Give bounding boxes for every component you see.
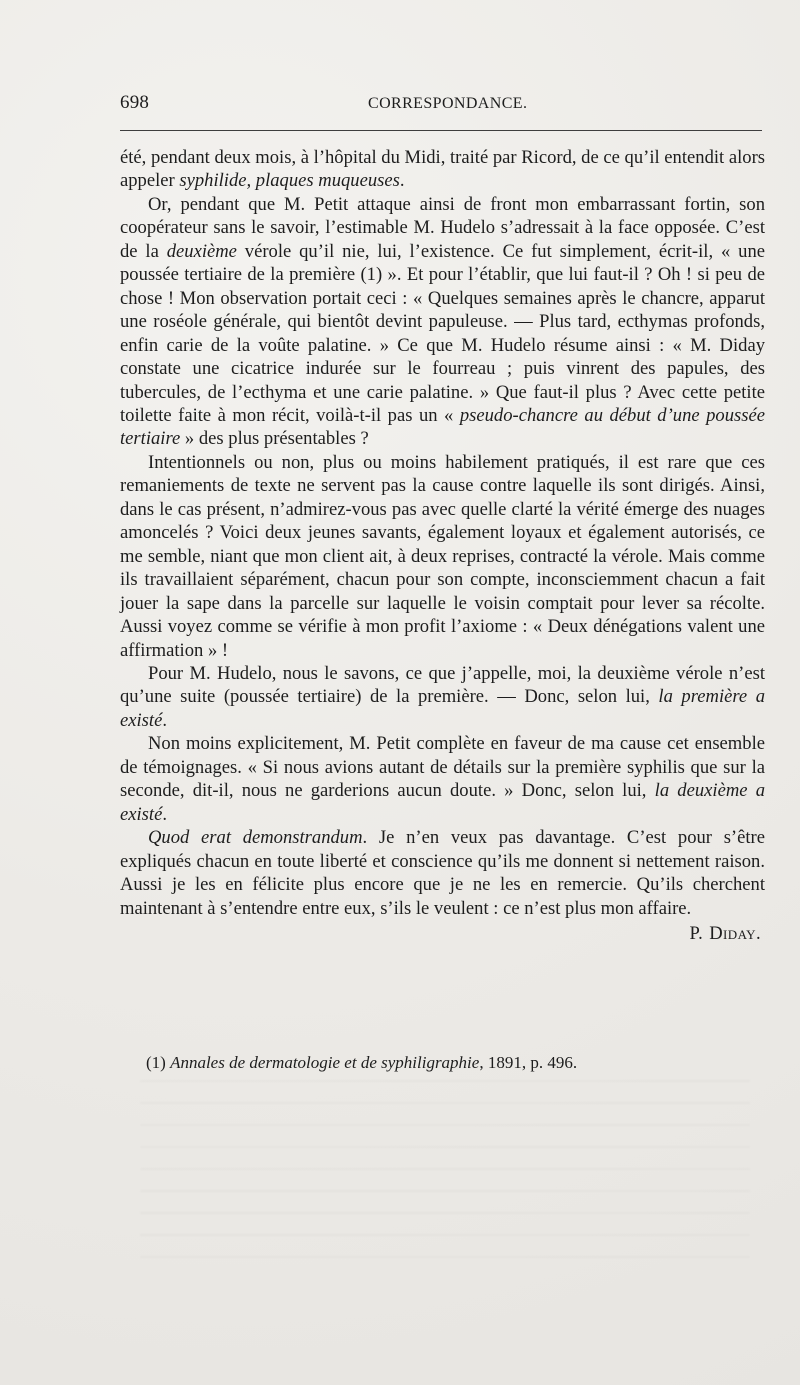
p2-italic-1: deuxième [166,240,237,262]
paragraph-2 [120,193,765,451]
footnote-mark: (1) [146,1053,166,1072]
paragraph-6 [120,826,765,920]
page-header [120,92,762,116]
p2-text-2: vérole qu’il nie, lui, l’existence. Ce fut simplement, écrit-il, « une poussée tertiaire de la première (1) ». Et pour l’établir, que lui faut-il ? Oh ! si peu de chose ! Mon observation portait ceci : « Quelques semaines après le chancre, apparut une roséole générale, qui bientôt devint papuleuse. — Plus tard, ecthymas profonds, enfin carie de la voûte palatine. » Ce que M. Hudelo résume ainsi : « M. Diday constate une cicatrice indurée sur le fourreau ; puis vinrent des papules, des tubercules, de l’ecthyma et une carie palatine. » Que faut-il plus ? Avec cette petite toilette faite à mon récit, voilà-t-il pas un « [120,240,765,426]
paragraph-4 [120,662,765,732]
footnote [146,1052,746,1074]
p5-italic-1: la deuxième a existé [120,780,765,825]
p1-text-2: . [399,170,405,192]
page-number: 698 [120,92,150,113]
signature-name: Diday. [709,922,761,944]
signature-initial: P. [689,922,704,944]
p6-italic-1: Quod erat demonstrandum [148,827,363,849]
footnote-rest: , 1891, p. 496. [479,1053,578,1072]
paragraph-5 [120,732,765,826]
p1-text-1: été, pendant deux mois, à l’hôpital du Midi, traité par Ricord, de ce qu’il entendit alors appeler [120,147,765,192]
p4-text-2: . [162,709,167,731]
p4-italic-1: la première a existé [120,686,765,731]
p5-text-1: Non moins explicitement, M. Petit complète en faveur de ma cause cet ensemble de témoignages. « Si nous avions autant de détails sur la première syphilis que sur la seconde, dit-il, nous ne garderions aucun doute. » Donc, selon lui, [120,733,765,802]
p4-text-1: Pour M. Hudelo, nous le savons, ce que j’appelle, moi, la deuxième vérole n’est qu’une suite (poussée tertiaire) de la première. — Donc, selon lui, [120,662,765,708]
paragraph-1 [120,146,765,193]
p3-text-1: Intentionnels ou non, plus ou moins habilement pratiqués, il est rare que ces remaniements de texte ne servent pas la cause contre laquelle ils sont dirigés. Ainsi, dans le cas présent, n’admirez-vous pas avec quelle clarté la vérité émerge des nuages amoncelés ? Voici deux jeunes savants, également loyaux et également autorisés, ce me semble, niant que mon client ait, à deux reprises, contracté la vérole. Mais comme ils travaillaient séparément, chacun pour son compte, inconsciemment chacun a fait jouer la sape dans la parcelle sur laquelle le voisin comptait pour lever sa récolte. Aussi voyez comme se vérifie à mon profit l’axiome : « Deux dénégations valent une affirmation » ! [120,451,765,661]
show-through-texture [140,1080,750,1270]
p2-italic-2: pseudo-chancre au début d’une poussée tertiaire [120,404,765,450]
signature [120,922,765,945]
body-text [120,146,765,945]
p2-text-1: Or, pendant que M. Petit attaque ainsi de front mon embarrassant fortin, son coopérateur sans le savoir, l’estimable M. Hudelo s’adressait à la face opposée. C’est de la [120,193,765,262]
paragraph-3 [120,451,765,662]
p6-text-1: . Je n’en veux pas davantage. C’est pour s’être expliqués chacun en toute liberté et conscience qu’ils me donnent si nettement raison. Aussi je les en félicite plus encore que je ne les en remercie. Qu’ils cherchent maintenant à s’entendre entre eux, s’ils le veulent : ce n’est plus mon affaire. [120,827,765,919]
p2-text-3: » des plus présentables ? [180,428,369,450]
p1-italic-1: syphilide, plaques muqueuses [179,170,400,192]
running-head: CORRESPONDANCE. [368,95,528,112]
footnote-title: Annales de dermatologie et de syphiligraphie [170,1053,480,1072]
header-rule [120,130,762,131]
p5-text-2: . [162,803,167,825]
